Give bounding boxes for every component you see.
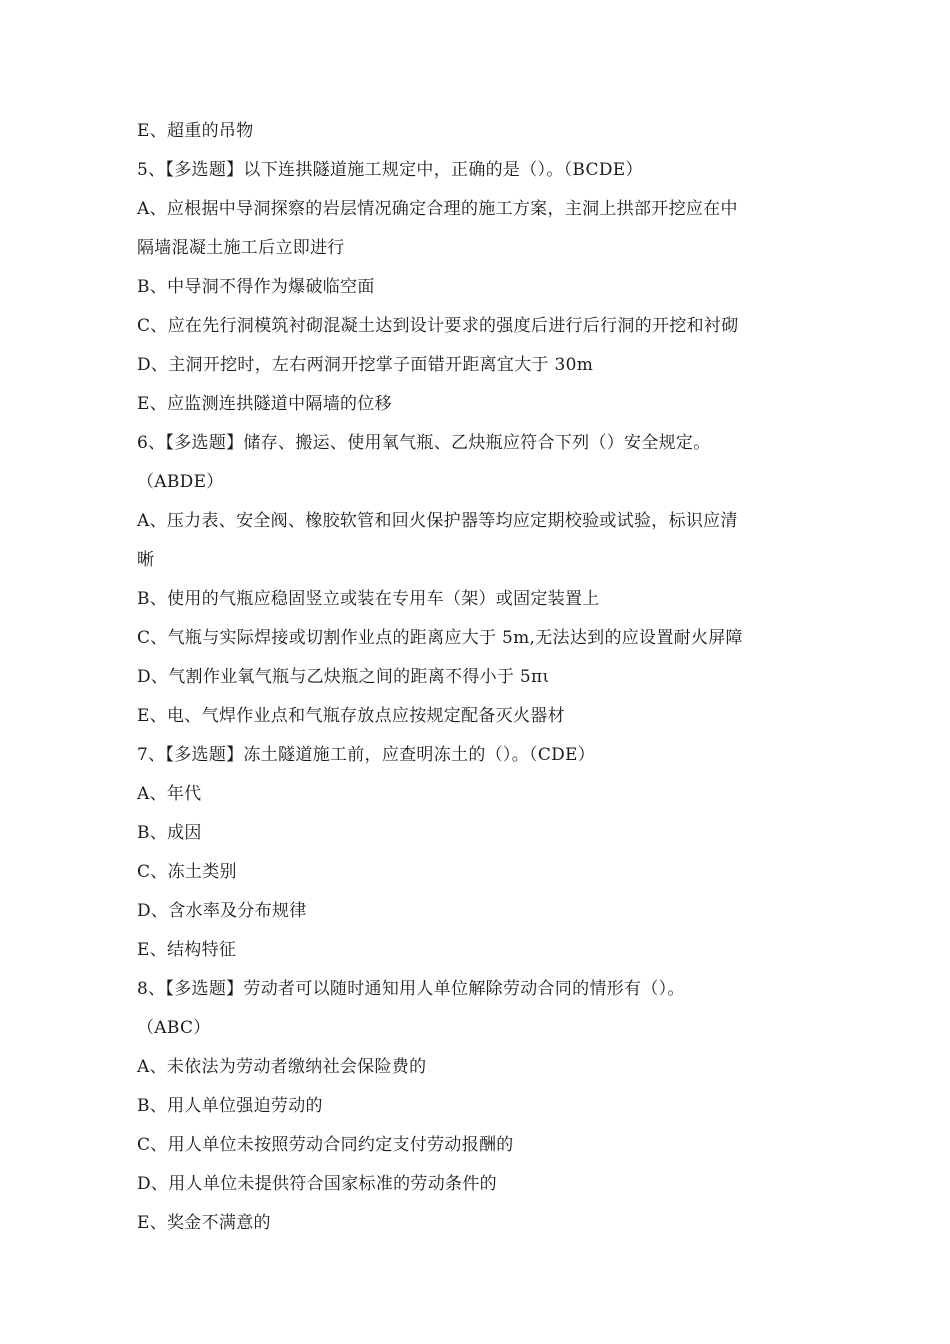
- option-5a: A、应根据中导洞探察的岩层情况确定合理的施工方案，主洞上拱部开挖应在中: [137, 199, 738, 219]
- question-7: 7、【多选题】冻土隧道施工前，应查明冻土的（）。（CDE）: [137, 745, 596, 765]
- option-8a: A、未依法为劳动者缴纳社会保险费的: [137, 1057, 427, 1077]
- question-5: 5、【多选题】以下连拱隧道施工规定中，正确的是（）。（BCDE）: [137, 160, 643, 180]
- option-7c: C、冻土类别: [137, 862, 237, 882]
- option-5e: E、应监测连拱隧道中隔墙的位移: [137, 394, 392, 414]
- option-8d: D、用人单位未提供符合国家标准的劳动条件的: [137, 1174, 497, 1194]
- option-7e: E、结构特征: [137, 940, 237, 960]
- option-8c: C、用人单位未按照劳动合同约定支付劳动报酬的: [137, 1135, 514, 1155]
- option-7a: A、年代: [137, 784, 202, 804]
- question-list: [137, 112, 817, 1243]
- option-5a-cont: 隔墙混凝土施工后立即进行: [137, 238, 345, 258]
- option-7b: B、成因: [137, 823, 202, 843]
- option-6d: D、气割作业氧气瓶与乙炔瓶之间的距离不得小于 5πι: [137, 667, 550, 687]
- question-8: 8、【多选题】劳动者可以随时通知用人单位解除劳动合同的情形有（）。: [137, 979, 685, 999]
- option-7d: D、含水率及分布规律: [137, 901, 307, 921]
- option-5d: D、主洞开挖时，左右两洞开挖掌子面错开距离宜大于 30m: [137, 355, 594, 375]
- option-8e: E、奖金不满意的: [137, 1213, 271, 1233]
- option-6a-cont: 晰: [137, 550, 155, 570]
- question-8-answer: （ABC）: [137, 1018, 211, 1038]
- option-5c: C、应在先行洞模筑衬砌混凝土达到设计要求的强度后进行后行洞的开挖和衬砌: [137, 316, 739, 336]
- option-8b: B、用人单位强迫劳动的: [137, 1096, 323, 1116]
- option-6a: A、压力表、安全阀、橡胶软管和回火保护器等均应定期校验或试验，标识应清: [137, 511, 738, 531]
- option-5b: B、中导洞不得作为爆破临空面: [137, 277, 375, 297]
- option-4e: E、超重的吊物: [137, 121, 254, 141]
- question-6-answer: （ABDE）: [137, 472, 224, 492]
- option-6c: C、气瓶与实际焊接或切割作业点的距离应大于 5m,无法达到的应设置耐火屏障: [137, 628, 743, 648]
- option-6e: E、电、气焊作业点和气瓶存放点应按规定配备灭火器材: [137, 706, 565, 726]
- option-6b: B、使用的气瓶应稳固竖立或装在专用车（架）或固定装置上: [137, 589, 600, 609]
- question-6: 6、【多选题】储存、搬运、使用氧气瓶、乙炔瓶应符合下列（）安全规定。: [137, 433, 711, 453]
